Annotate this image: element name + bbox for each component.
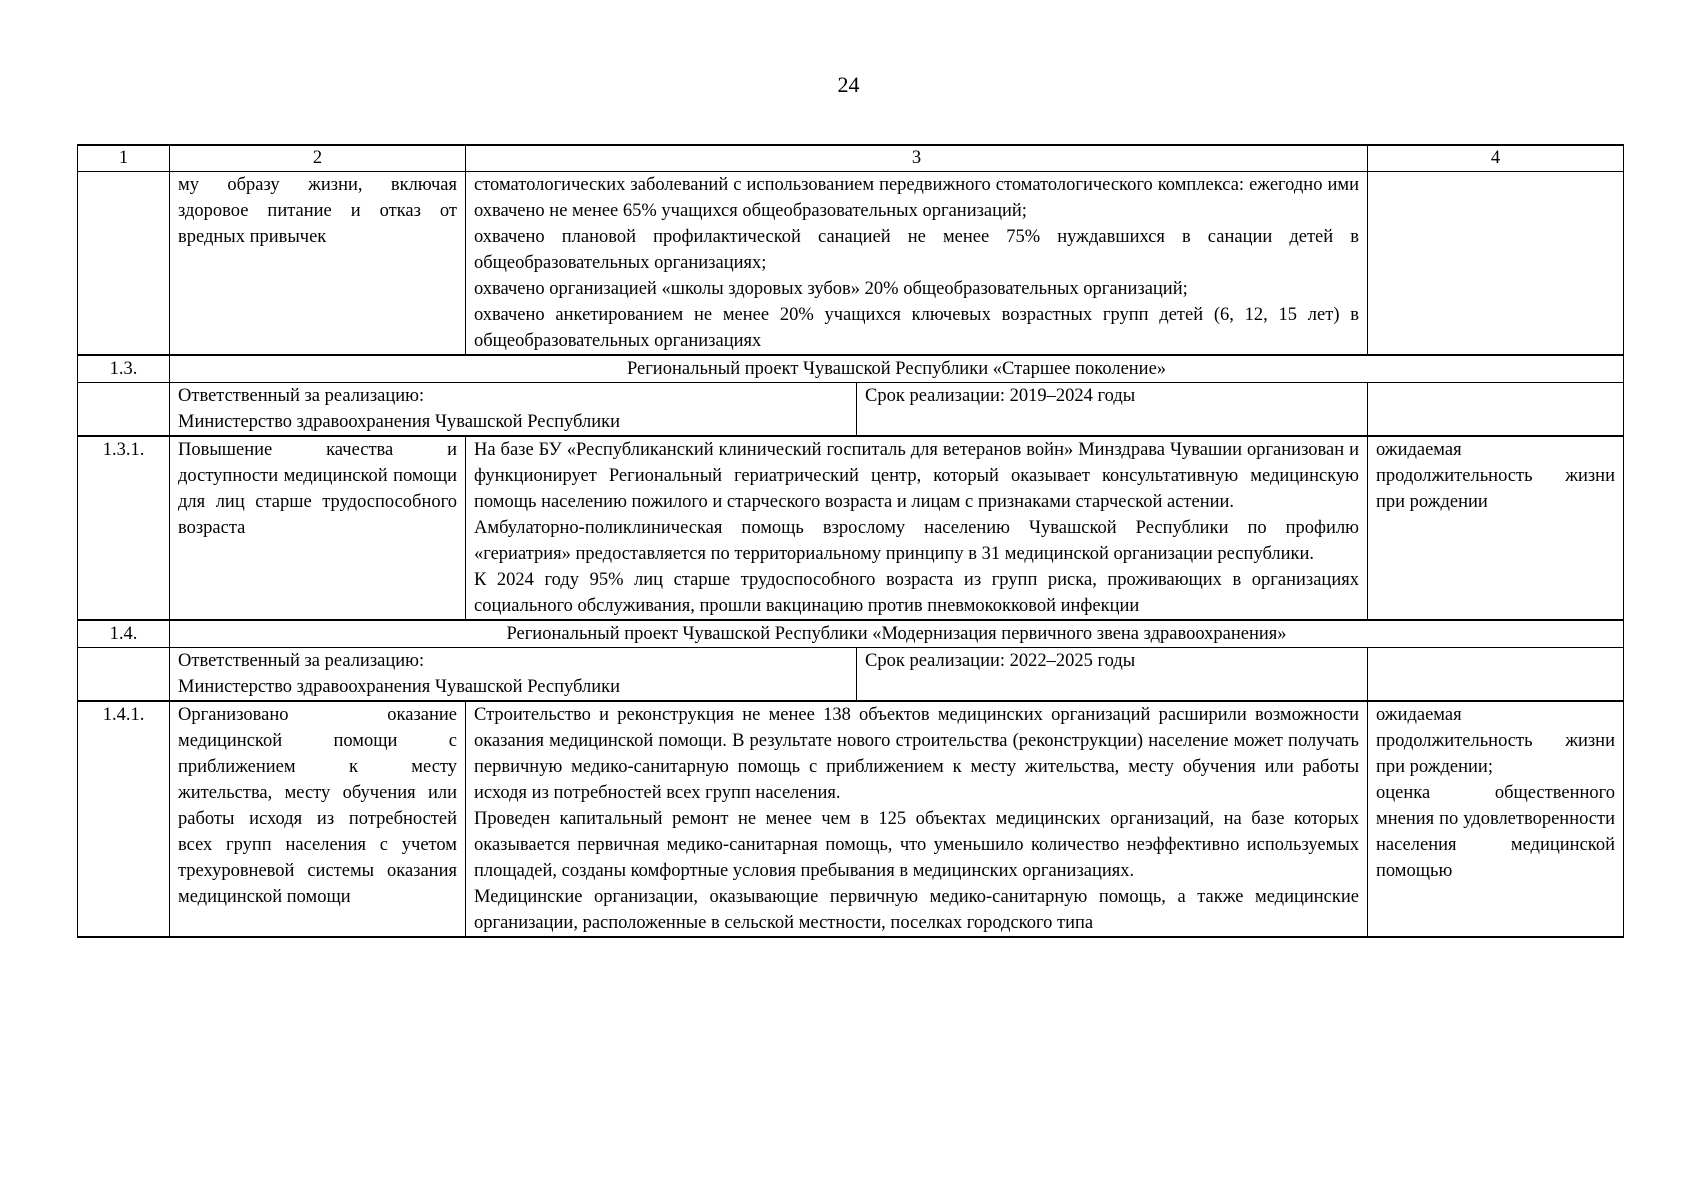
empty-cell bbox=[78, 383, 170, 437]
description-paragraph: Проведен капитальный ремонт не менее чем в 125 объектах медицинских организаций, на базе которых оказывается первичная медико-санитарная помощь, что уменьшило количество неэффективно используемых площадей, созданы комфортные условия пребывания в медицинских организациях. bbox=[474, 809, 1359, 881]
project-responsible-row bbox=[78, 648, 1624, 702]
project-responsible-row bbox=[78, 383, 1624, 437]
description-paragraph: На базе БУ «Республиканский клинический госпиталь для ветеранов войн» Минздрава Чувашии организован и функционирует Региональный гериатрический центр, который оказывает консультативную медицинскую помощь населению пожилого и старческого возраста и лицам с признаками старческой астении. bbox=[474, 440, 1359, 512]
term-text: Срок реализации: 2022–2025 годы bbox=[865, 651, 1136, 671]
row-number: 1.3.1. bbox=[78, 436, 170, 620]
description-paragraph: Амбулаторно-поликлиническая помощь взрослому населению Чувашской Республики по профилю «гериатрия» предоставляется по территориальному принципу в 31 медицинской организации республики. bbox=[474, 518, 1359, 564]
description-paragraph: охвачено анкетированием не менее 20% учащихся ключевых возрастных групп детей (6, 12, 15 лет) в общеобразовательных организациях bbox=[474, 305, 1359, 351]
row-number bbox=[78, 172, 170, 356]
term-cell bbox=[856, 383, 1367, 435]
row-number: 1.4.1. bbox=[78, 701, 170, 937]
term-text: Срок реализации: 2019–2024 годы bbox=[865, 386, 1136, 406]
description-paragraph: стоматологических заболеваний с использованием передвижного стоматологического комплекса: ежегодно ими охвачено не менее 65% учащихся общеобразовательных организаций; bbox=[474, 175, 1359, 221]
row-indicator bbox=[1368, 172, 1624, 356]
project-number: 1.3. bbox=[78, 355, 170, 383]
header-cell-3: 3 bbox=[466, 145, 1368, 172]
responsible-value: Министерство здравоохранения Чувашской Республики bbox=[178, 412, 621, 432]
responsible-cell bbox=[170, 648, 1368, 702]
project-title-row bbox=[78, 355, 1624, 383]
header-cell-2: 2 bbox=[170, 145, 466, 172]
header-cell-4: 4 bbox=[1368, 145, 1624, 172]
responsible-label: Ответственный за реализацию: bbox=[178, 386, 425, 406]
page-number: 24 bbox=[837, 72, 860, 97]
table-row bbox=[78, 172, 1624, 356]
description-paragraph: охвачено организацией «школы здоровых зубов» 20% общеобразовательных организаций; bbox=[474, 279, 1188, 299]
row-description bbox=[466, 172, 1368, 356]
row-measure: Организовано оказание медицинской помощи с приближением к месту жительства, месту обучения или работы исходя из потребностей всех групп населения с учетом трехуровневой системы оказания медицинской помощи bbox=[170, 701, 466, 937]
row-measure: Повышение качества и доступности медицинской помощи для лиц старше трудоспособного возраста bbox=[170, 436, 466, 620]
row-indicator bbox=[1368, 701, 1624, 937]
row-description bbox=[466, 436, 1368, 620]
project-title: Региональный проект Чувашской Республики «Старшее поколение» bbox=[170, 355, 1624, 383]
description-paragraph: Строительство и реконструкция не менее 138 объектов медицинских организаций расширили возможности оказания медицинской помощи. В результате нового строительства (реконструкции) население может получать первичную медико-санитарную помощь с приближением к месту жительства, месту обучения или работы исходя из потребностей всех групп населения. bbox=[474, 705, 1359, 803]
description-paragraph: Медицинские организации, оказывающие первичную медико-санитарную помощь, а также медицинские организации, расположенные в сельской местности, поселках городского типа bbox=[474, 887, 1359, 933]
table-row bbox=[78, 436, 1624, 620]
empty-cell bbox=[1368, 648, 1624, 702]
header-cell-1: 1 bbox=[78, 145, 170, 172]
responsible-label: Ответственный за реализацию: bbox=[178, 651, 425, 671]
project-title-row bbox=[78, 620, 1624, 648]
empty-cell bbox=[1368, 383, 1624, 437]
row-measure: му образу жизни, включая здоровое питание и отказ от вредных привычек bbox=[170, 172, 466, 356]
responsible-cell bbox=[170, 383, 1368, 437]
row-indicator bbox=[1368, 436, 1624, 620]
indicator-text: ожидаемая продолжительность жизни при рождении; bbox=[1376, 705, 1615, 777]
project-title: Региональный проект Чувашской Республики «Модернизация первичного звена здравоохранения» bbox=[170, 620, 1624, 648]
description-paragraph: К 2024 году 95% лиц старше трудоспособного возраста из групп риска, проживающих в организациях социального обслуживания, прошли вакцинацию против пневмококковой инфекции bbox=[474, 570, 1359, 616]
table-header-row bbox=[78, 145, 1624, 172]
description-paragraph: охвачено плановой профилактической санацией не менее 75% нуждавшихся в санации детей в общеобразовательных организациях; bbox=[474, 227, 1359, 273]
program-table bbox=[77, 144, 1624, 938]
row-description bbox=[466, 701, 1368, 937]
responsible-value: Министерство здравоохранения Чувашской Республики bbox=[178, 677, 621, 697]
empty-cell bbox=[78, 648, 170, 702]
project-number: 1.4. bbox=[78, 620, 170, 648]
indicator-text: ожидаемая продолжительность жизни при рождении bbox=[1376, 440, 1615, 512]
indicator-text: оценка общественного мнения по удовлетворенности населения медицинской помощью bbox=[1376, 783, 1615, 881]
term-cell bbox=[856, 648, 1367, 700]
table-row bbox=[78, 701, 1624, 937]
